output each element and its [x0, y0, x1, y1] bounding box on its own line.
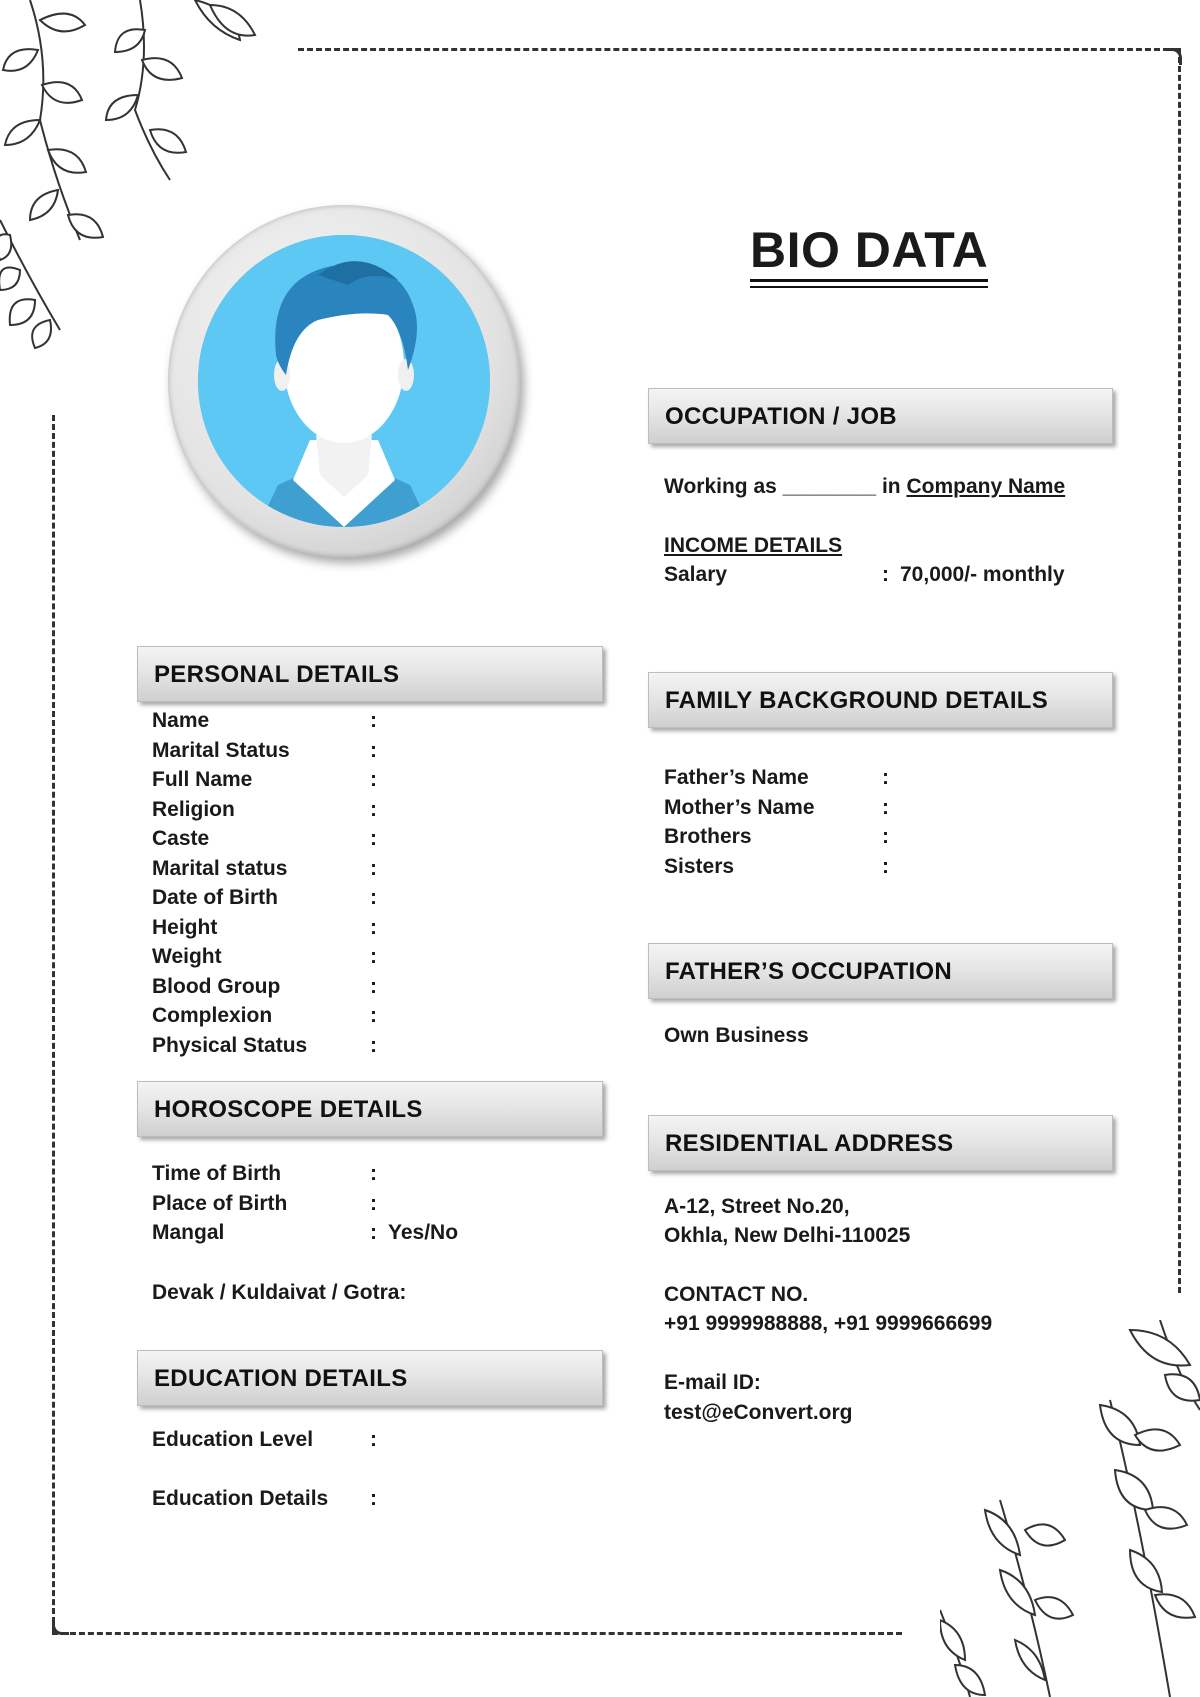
- salary-label: Salary: [664, 563, 728, 586]
- field-colon: :: [370, 1487, 377, 1510]
- frame-border-right: [1178, 48, 1181, 1293]
- field-colon: :: [370, 1004, 377, 1027]
- field-label: Brothers: [664, 825, 752, 848]
- field-colon: :: [370, 797, 377, 821]
- frame-border-top: [298, 48, 1178, 51]
- in-label: in: [881, 475, 901, 498]
- email-heading: E-mail ID:: [664, 1371, 761, 1394]
- field-value: Yes/No: [388, 1221, 459, 1244]
- working-as-label: Working as: [664, 475, 777, 498]
- income-details-heading: INCOME DETAILS: [664, 534, 843, 557]
- field-label: Sisters: [664, 854, 735, 878]
- field-label: Name: [152, 709, 210, 732]
- field-colon: :: [370, 1191, 377, 1215]
- field-label: Time of Birth: [152, 1162, 282, 1185]
- field-label: Mangal: [152, 1221, 225, 1244]
- field-colon: :: [370, 945, 377, 968]
- residential-address-section-header: RESIDENTIAL ADDRESS: [648, 1115, 1113, 1171]
- field-colon: :: [882, 854, 889, 878]
- salary-value: 70,000/- monthly: [900, 563, 1065, 586]
- field-colon: :: [370, 886, 377, 909]
- field-label: Marital Status: [152, 738, 290, 762]
- field-label: Caste: [152, 827, 210, 850]
- field-label: Mother’s Name: [664, 795, 815, 819]
- education-section-header: EDUCATION DETAILS: [137, 1350, 603, 1406]
- field-label: Physical Status: [152, 1033, 308, 1057]
- company-name: Company Name: [906, 475, 1066, 498]
- address-line-2: Okhla, New Delhi-110025: [664, 1224, 911, 1247]
- field-colon: :: [370, 827, 377, 850]
- fathers-occupation-section-header: FATHER’S OCCUPATION: [648, 943, 1113, 999]
- contact-numbers: +91 9999988888, +91 9999666699: [664, 1312, 993, 1335]
- job-title-blank[interactable]: ________: [782, 475, 877, 498]
- field-label: Full Name: [152, 768, 253, 791]
- field-colon: :: [882, 795, 889, 819]
- salary-colon: :: [882, 563, 889, 586]
- contact-heading: CONTACT NO.: [664, 1283, 809, 1306]
- field-colon: :: [370, 856, 377, 880]
- profile-photo-placeholder-icon[interactable]: [198, 235, 490, 527]
- field-label: Height: [152, 915, 218, 939]
- frame-border-bottom: [52, 1632, 902, 1635]
- field-label: Blood Group: [152, 974, 281, 998]
- field-colon: :: [370, 709, 377, 732]
- field-label: Date of Birth: [152, 886, 278, 909]
- gotra-label: Devak / Kuldaivat / Gotra:: [152, 1281, 407, 1304]
- field-label: Education Details: [152, 1487, 329, 1510]
- leaf-decoration-bottom-right-icon: [940, 1320, 1200, 1697]
- family-background-section-header: FAMILY BACKGROUND DETAILS: [648, 672, 1113, 728]
- occupation-section-header: OCCUPATION / JOB: [648, 388, 1113, 444]
- address-line-1: A-12, Street No.20,: [664, 1195, 850, 1218]
- field-label: Place of Birth: [152, 1191, 288, 1215]
- field-label: Marital status: [152, 856, 288, 880]
- field-label: Father’s Name: [664, 766, 809, 789]
- field-label: Religion: [152, 797, 235, 821]
- personal-details-section-header: PERSONAL DETAILS: [137, 646, 603, 702]
- field-colon: :: [370, 1428, 377, 1451]
- page-title: BIO DATA: [750, 222, 988, 282]
- field-colon: :: [370, 1033, 377, 1057]
- field-label: Weight: [152, 945, 222, 968]
- field-label: Education Level: [152, 1428, 314, 1451]
- field-colon: :: [370, 738, 377, 762]
- fathers-occupation-value: Own Business: [664, 1024, 809, 1047]
- field-colon: :: [370, 1162, 377, 1185]
- field-colon: :: [370, 1221, 377, 1244]
- field-colon: :: [370, 974, 377, 998]
- email-value[interactable]: test@eConvert.org: [664, 1401, 853, 1424]
- frame-border-left: [52, 415, 55, 1632]
- field-colon: :: [370, 915, 377, 939]
- field-label: Complexion: [152, 1004, 273, 1027]
- occupation-working-line: [664, 472, 1065, 502]
- field-colon: :: [882, 825, 889, 848]
- field-colon: :: [882, 766, 889, 789]
- field-colon: :: [370, 768, 377, 791]
- horoscope-section-header: HOROSCOPE DETAILS: [137, 1081, 603, 1137]
